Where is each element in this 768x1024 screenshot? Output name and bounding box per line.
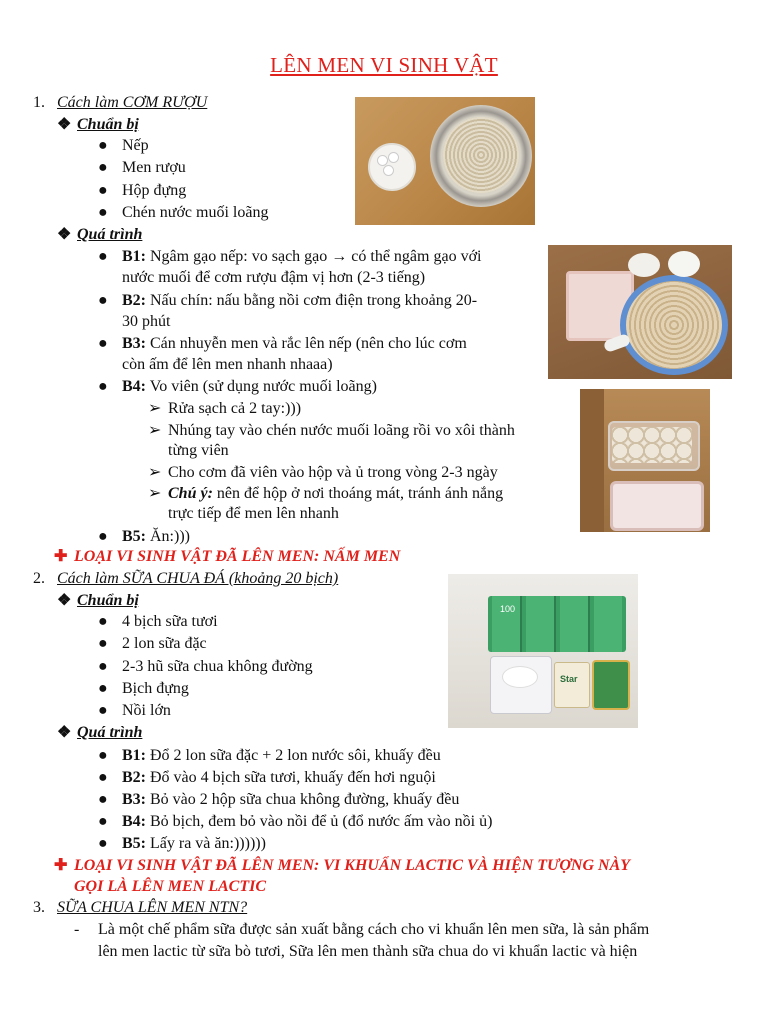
sub-step: ➢ Rửa sạch cả 2 tay:))): [148, 400, 302, 417]
section-2-heading: [33, 569, 338, 589]
bullet-icon: ●: [98, 658, 108, 675]
step-b5: ● B5: Lấy ra và ăn:)))))): [98, 835, 266, 852]
section-1-title: Cách làm CƠM RƯỢU: [57, 94, 208, 111]
section-2-title: Cách làm SỮA CHUA ĐÁ (khoảng 20 bịch): [57, 570, 339, 587]
page-title: LÊN MEN VI SINH VẬT: [270, 53, 498, 77]
list-item: ● Chén nước muối loãng: [98, 204, 269, 221]
list-item: ● 2 lon sữa đặc: [98, 635, 207, 652]
step-b3: ● B3: Cán nhuyễn men và rắc lên nếp (nên cho lúc cơm: [98, 335, 467, 352]
list-item: ● Nếp: [98, 137, 149, 154]
bullet-icon: ●: [98, 159, 108, 176]
dash-bullet: -: [74, 921, 80, 938]
section-2-conclusion: ✚ LOẠI VI SINH VẬT ĐÃ LÊN MEN: VI KHUẨN LACTIC VÀ HIỆN TƯỢNG NÀY: [54, 857, 631, 874]
list-item: ● 4 bịch sữa tươi: [98, 613, 218, 630]
plus-mark-icon: ✚: [54, 548, 68, 565]
section-1-process-heading: ❖ Quá trình: [57, 226, 143, 243]
bullet-icon: ●: [98, 378, 108, 395]
step-b4: ● B4: Bỏ bịch, đem bỏ vào nồi để ủ (đổ nước ấm vào nồi ủ): [98, 813, 493, 830]
list-item: ● Hộp đựng: [98, 182, 187, 199]
step-b1: ● B1: Đổ 2 lon sữa đặc + 2 lon nước sôi, khuấy đều: [98, 747, 441, 764]
section-2-conclusion-cont: GỌI LÀ LÊN MEN LACTIC: [74, 878, 267, 895]
sticky-rice-photo: [355, 97, 535, 225]
bullet-icon: ●: [98, 702, 108, 719]
plus-mark-icon: ✚: [54, 857, 68, 874]
arrow-bullet-icon: ➢: [148, 485, 162, 502]
star-bullet-icon: ❖: [57, 116, 72, 133]
sub-step-note-cont: trực tiếp để men lên nhanh: [168, 505, 339, 522]
jar-label: Star: [560, 674, 578, 684]
step-b4: ● B4: Vo viên (sử dụng nước muối loãng): [98, 378, 377, 395]
step-b5: ● B5: Ăn:))): [98, 528, 190, 545]
arrow-bullet-icon: ➢: [148, 464, 162, 481]
sub-step-note: ➢ Chú ý: nên để hộp ở nơi thoáng mát, tránh ánh nắng: [148, 485, 504, 502]
section-2-prep-heading: ❖ Chuẩn bị: [57, 592, 139, 609]
bullet-icon: ●: [98, 137, 108, 154]
bullet-icon: ●: [98, 292, 108, 309]
section-3-title: SỮA CHUA LÊN MEN NTN?: [57, 899, 248, 916]
sub-step-cont: từng viên: [168, 442, 229, 459]
bullet-icon: ●: [98, 769, 108, 786]
step-b3-cont: còn ấm để lên men nhanh nhaaa): [122, 356, 333, 373]
bullet-icon: ●: [98, 835, 108, 852]
yogurt-ingredients-photo: [448, 574, 638, 728]
bullet-icon: ●: [98, 613, 108, 630]
bullet-icon: ●: [98, 680, 108, 697]
list-item: ● Men rượu: [98, 159, 186, 176]
carton-label: 100: [500, 604, 516, 614]
star-bullet-icon: ❖: [57, 226, 72, 243]
sub-step: ➢ Nhúng tay vào chén nước muối loãng rồi vo xôi thành: [148, 422, 515, 439]
bullet-icon: ●: [98, 248, 108, 265]
section-1-conclusion: ✚ LOẠI VI SINH VẬT ĐÃ LÊN MEN: NẤM MEN: [54, 548, 401, 565]
section-3-paragraph: - Là một chế phẩm sữa được sản xuất bằng cách cho vi khuẩn lên men sữa, là sản phẩm: [74, 921, 650, 938]
list-item: ● Bịch đựng: [98, 680, 189, 697]
arrow-bullet-icon: ➢: [148, 400, 162, 417]
section-1-heading: [33, 93, 207, 113]
list-item: ● 2-3 hũ sữa chua không đường: [98, 658, 313, 675]
bullet-icon: ●: [98, 635, 108, 652]
bullet-icon: ●: [98, 528, 108, 545]
step-b3: ● B3: Bỏ vào 2 hộp sữa chua không đường, khuấy đều: [98, 791, 460, 808]
list-item: ● Nồi lớn: [98, 702, 171, 719]
step-b1: ● B1: Ngâm gạo nếp: vo sạch gạo → có thể ngâm gạo với: [98, 248, 482, 265]
rice-balls-photo: [580, 389, 710, 532]
step-b2: ● B2: Đổ vào 4 bịch sữa tươi, khuấy đến hơi nguội: [98, 769, 436, 786]
step-b2-cont: 30 phút: [122, 313, 171, 330]
star-bullet-icon: ❖: [57, 724, 72, 741]
cooked-rice-photo: [548, 245, 732, 379]
bullet-icon: ●: [98, 747, 108, 764]
section-3-heading: [33, 898, 247, 918]
section-3-paragraph-cont: lên men lactic từ sữa bò tươi, Sữa lên men thành sữa chua do vi khuẩn lactic và hiện: [98, 943, 638, 960]
bullet-icon: ●: [98, 335, 108, 352]
section-3-number: 3.: [33, 899, 45, 916]
arrow-bullet-icon: ➢: [148, 422, 162, 439]
section-1-number: 1.: [33, 94, 45, 111]
section-2-process-heading: ❖ Quá trình: [57, 724, 143, 741]
bullet-icon: ●: [98, 204, 108, 221]
step-b1-cont: nước muối để cơm rượu đậm vị hơn (2-3 tiếng): [122, 269, 426, 286]
sub-step: ➢ Cho cơm đã viên vào hộp và ủ trong vòng 2-3 ngày: [148, 464, 498, 481]
bullet-icon: ●: [98, 791, 108, 808]
bullet-icon: ●: [98, 182, 108, 199]
star-bullet-icon: ❖: [57, 592, 72, 609]
section-2-number: 2.: [33, 570, 45, 587]
bullet-icon: ●: [98, 813, 108, 830]
section-1-prep-heading: ❖ Chuẩn bị: [57, 116, 139, 133]
step-b2: ● B2: Nấu chín: nấu bằng nồi cơm điện trong khoảng 20-: [98, 292, 478, 309]
